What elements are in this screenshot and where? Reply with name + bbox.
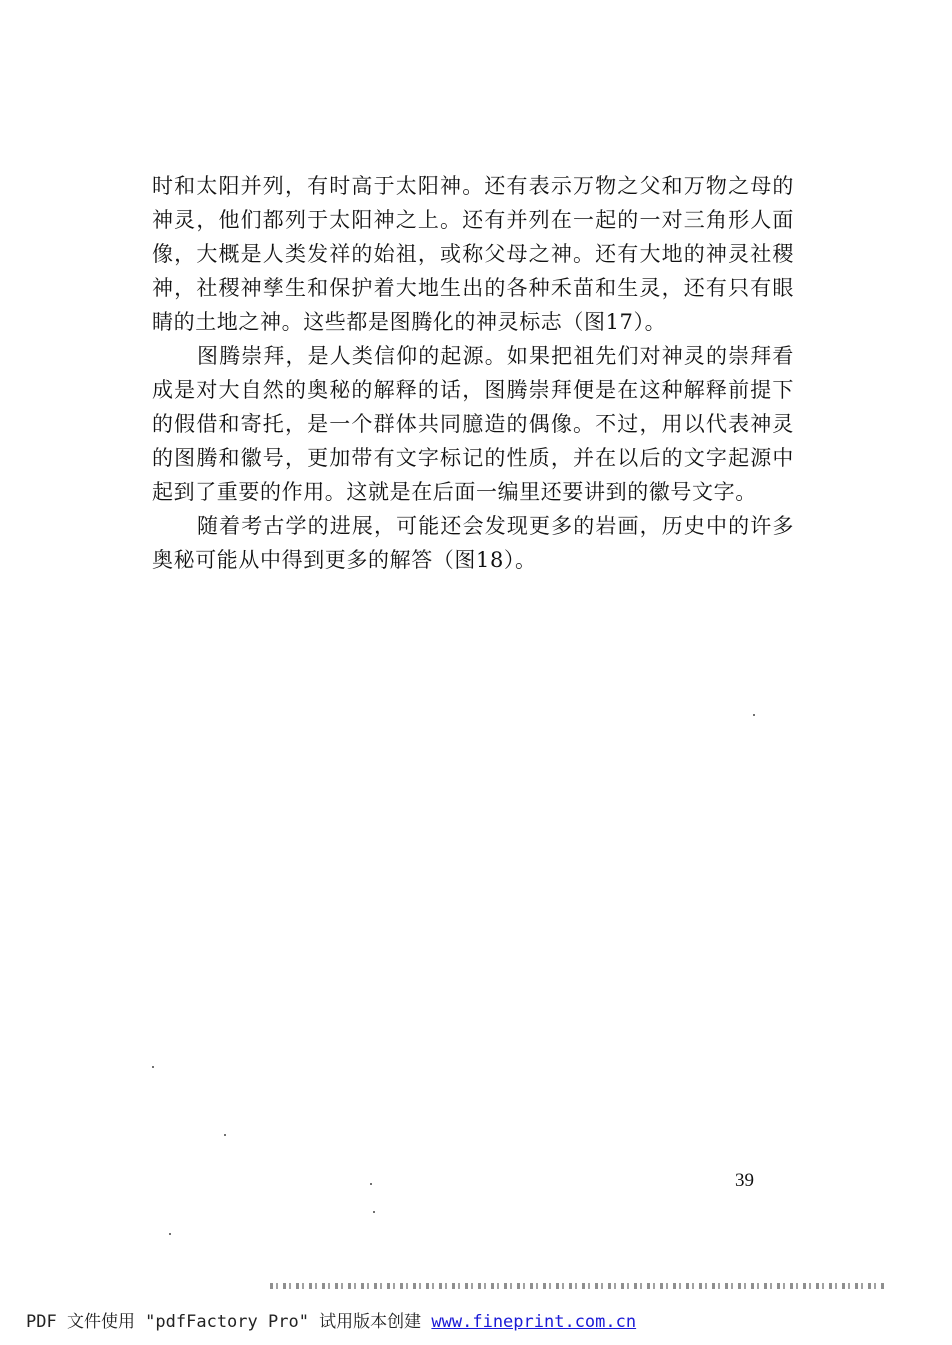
page-number: 39 bbox=[735, 1170, 754, 1191]
scan-noise-strip bbox=[270, 1283, 885, 1289]
body-text bbox=[152, 169, 794, 577]
paragraph-continued: 时和太阳并列，有时高于太阳神。还有表示万物之父和万物之母的神灵，他们都列于太阳神之上。还有并列在一起的一对三角形人面像，大概是人类发祥的始祖，或称父母之神。还有大地的神灵社稷神，社稷神孳生和保护着大地生出的各种禾苗和生灵，还有只有眼睛的土地之神。这些都是图腾化的神灵标志（图17）。 bbox=[152, 174, 794, 334]
paragraph-archaeology: 随着考古学的进展，可能还会发现更多的岩画，历史中的许多奥秘可能从中得到更多的解答（图18）。 bbox=[152, 514, 794, 572]
scan-speck bbox=[224, 1134, 226, 1136]
scan-speck bbox=[152, 1066, 154, 1068]
scan-speck bbox=[753, 714, 755, 716]
scan-speck bbox=[370, 1183, 372, 1185]
scan-speck bbox=[169, 1233, 171, 1235]
pdf-footer bbox=[26, 1307, 636, 1332]
scan-speck bbox=[373, 1211, 375, 1213]
paragraph-totem-worship: 图腾崇拜，是人类信仰的起源。如果把祖先们对神灵的崇拜看成是对大自然的奥秘的解释的话，图腾崇拜便是在这种解释前提下的假借和寄托，是一个群体共同臆造的偶像。不过，用以代表神灵的图腾和徽号，更加带有文字标记的性质，并在以后的文字起源中起到了重要的作用。这就是在后面一编里还要讲到的徽号文字。 bbox=[152, 344, 794, 504]
footer-link[interactable]: www.fineprint.com.cn bbox=[431, 1312, 637, 1332]
footer-text: PDF 文件使用 "pdfFactory Pro" 试用版本创建 bbox=[26, 1312, 432, 1332]
